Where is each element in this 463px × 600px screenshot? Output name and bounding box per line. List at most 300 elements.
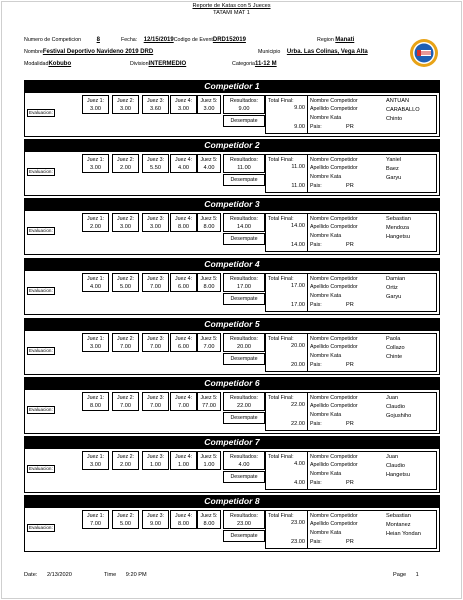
total-final-box: [265, 333, 307, 372]
municipio-label: Municipio: [258, 49, 281, 55]
judge-1-score: 3.00: [90, 106, 101, 112]
judge-1-score: 3.00: [90, 344, 101, 350]
codigo-label: Codigo de Event: [173, 37, 213, 43]
apellido-competidor-label: Apellido Competidor: [310, 165, 358, 171]
fecha-label: Fecha:: [121, 37, 138, 43]
judge-5-score: 77.00: [202, 403, 216, 409]
competitor-names-box: [307, 213, 437, 252]
total-final-label: Total Final:: [268, 395, 294, 401]
pais-value: PR: [346, 362, 354, 368]
judge-5-score: 8.00: [203, 284, 215, 290]
competitor-title: Competidor 2: [24, 139, 440, 152]
pais-label: Pais:: [310, 539, 322, 545]
pais-label: Pais:: [310, 362, 322, 368]
total-final-value: 9.00: [294, 105, 305, 111]
info-fecha: [121, 37, 246, 44]
nombre-competidor-label: Nombre Competidor: [310, 513, 358, 519]
fecha-value: 12/15/2019: [143, 37, 174, 43]
judge-4-label: Juez 4:: [174, 216, 193, 222]
judge-4-label: Juez 4:: [174, 454, 193, 460]
desempate-value: 11.00: [291, 183, 305, 189]
judge-5-label: Juez 5:: [200, 276, 218, 282]
nombre-competidor-label: Nombre Competidor: [310, 216, 358, 222]
info-municipio: [258, 49, 368, 56]
nombre-kata-value: Heian Yondan: [386, 531, 421, 537]
nombre-value: Festival Deportivo Navideno 2019 DRD: [42, 49, 154, 55]
info-categoria: [232, 61, 277, 68]
competitor-body: [24, 271, 440, 315]
total-final-label: Total Final:: [268, 98, 294, 104]
judge-5-box: [197, 392, 221, 411]
pais-label: Pais:: [310, 302, 322, 308]
apellido-competidor-label: Apellido Competidor: [310, 403, 358, 409]
judge-1-box: [82, 333, 109, 352]
judge-2-box: [112, 95, 139, 114]
judge-1-box: [82, 95, 109, 114]
resultados-label: Resultados:: [230, 336, 258, 342]
resultados-label: Resultados:: [230, 276, 258, 282]
nombre-kata-label: Nombre Kata: [310, 233, 342, 239]
evaluacion-label: Evaluacion:: [29, 348, 53, 353]
judge-2-box: [112, 392, 139, 411]
desempate-label: Desempate: [230, 236, 258, 242]
nombre-kata-value: Garyu: [386, 175, 402, 181]
nombre-competidor-value: Damian: [386, 276, 406, 282]
judge-1-label: Juez 1:: [86, 98, 105, 104]
judge-2-label: Juez 2:: [116, 454, 135, 460]
desempate-box: [223, 174, 265, 186]
desempate-label: Desempate: [230, 474, 258, 480]
nombre-label: Nombre: [24, 49, 43, 55]
judge-4-label: Juez 4:: [174, 395, 193, 401]
nombre-kata-value: Hangetsu: [386, 234, 410, 240]
judge-2-label: Juez 2:: [116, 276, 135, 282]
judge-5-label: Juez 5:: [200, 513, 218, 519]
report-title: Reporte de Katas con 5 Jueces: [192, 3, 271, 9]
pais-label: Pais:: [310, 242, 322, 248]
judge-2-box: [112, 451, 139, 470]
judge-2-label: Juez 2:: [116, 157, 135, 163]
resultados-box: [223, 273, 265, 292]
footer-page-label: Page: [393, 572, 407, 578]
judge-2-label: Juez 2:: [116, 395, 135, 401]
judge-2-score: 3.00: [120, 224, 131, 230]
judge-5-score: 8.00: [203, 521, 215, 527]
resultados-box: [223, 392, 265, 411]
competitor-title: Competidor 4: [24, 258, 440, 271]
judge-5-label: Juez 5:: [200, 395, 218, 401]
nombre-competidor-value: ANTUAN: [386, 98, 409, 104]
desempate-value: 9.00: [294, 124, 305, 130]
nombre-competidor-label: Nombre Competidor: [310, 395, 358, 401]
evaluacion-label: Evaluacion:: [29, 110, 53, 115]
resultados-value: 22.00: [237, 403, 251, 409]
total-final-box: [265, 510, 307, 549]
resultados-label: Resultados:: [230, 216, 258, 222]
competicion-value: 8: [96, 37, 100, 43]
judge-3-score: 7.00: [150, 344, 161, 350]
nombre-competidor-value: Juan: [386, 395, 399, 401]
desempate-value: 4.00: [294, 480, 305, 486]
judge-2-score: 5.00: [120, 521, 131, 527]
judge-2-box: [112, 213, 139, 232]
total-final-label: Total Final:: [268, 276, 294, 282]
competitor-names-box: [307, 154, 437, 193]
competitor-names-box: [307, 510, 437, 549]
judge-3-label: Juez 3:: [146, 157, 165, 163]
competitor-block: [24, 318, 440, 375]
desempate-box: [223, 293, 265, 305]
resultados-label: Resultados:: [230, 98, 258, 104]
apellido-competidor-label: Apellido Competidor: [310, 521, 358, 527]
total-final-label: Total Final:: [268, 513, 294, 519]
judge-1-score: 7.00: [90, 521, 101, 527]
judge-5-score: 1.00: [203, 462, 215, 468]
judge-4-score: 6.00: [178, 284, 189, 290]
competitor-names-box: [307, 451, 437, 490]
resultados-box: [223, 451, 265, 470]
resultados-label: Resultados:: [230, 513, 258, 519]
resultados-label: Resultados:: [230, 395, 258, 401]
desempate-box: [223, 353, 265, 365]
nombre-competidor-value: Sebastian: [386, 513, 411, 519]
nombre-kata-value: Garyu: [386, 294, 402, 300]
competitor-block: [24, 139, 440, 196]
judge-5-label: Juez 5:: [200, 336, 218, 342]
judge-2-score: 7.00: [120, 344, 131, 350]
judge-3-label: Juez 3:: [146, 216, 165, 222]
desempate-value: 17.00: [291, 302, 305, 308]
competitor-body: [24, 331, 440, 375]
nombre-competidor-label: Nombre Competidor: [310, 336, 358, 342]
total-final-value: 14.00: [291, 223, 305, 229]
modalidad-label: Modalidad: [24, 61, 49, 67]
pais-value: PR: [346, 421, 354, 427]
judge-4-box: [170, 154, 197, 173]
footer-time-value: 9:20 PM: [125, 572, 147, 578]
footer-time: [104, 572, 147, 579]
modalidad-value: Kobubo: [48, 61, 72, 67]
total-final-box: [265, 451, 307, 490]
judge-4-score: 8.00: [178, 521, 189, 527]
desempate-box: [223, 471, 265, 483]
pais-value: PR: [346, 124, 354, 130]
resultados-box: [223, 213, 265, 232]
judge-4-label: Juez 4:: [174, 98, 193, 104]
competitor-title: Competidor 6: [24, 377, 440, 390]
nombre-competidor-value: Paola: [386, 336, 401, 342]
judge-4-box: [170, 333, 197, 352]
competitor-names-box: [307, 392, 437, 431]
competitor-title: Competidor 1: [24, 80, 440, 93]
apellido-competidor-value: Baez: [386, 166, 399, 172]
desempate-box: [223, 530, 265, 542]
judge-2-score: 5.00: [120, 284, 131, 290]
pais-value: PR: [346, 539, 354, 545]
footer-time-label: Time: [104, 572, 117, 578]
judge-4-box: [170, 213, 197, 232]
judge-3-score: 1.00: [150, 462, 161, 468]
nombre-kata-label: Nombre Kata: [310, 353, 342, 359]
competitor-names-box: [307, 273, 437, 312]
judge-2-score: 2.00: [120, 165, 131, 171]
codigo-value: DRD152019: [212, 37, 246, 43]
categoria-label: Categoria: [232, 61, 255, 67]
judge-3-label: Juez 3:: [146, 395, 165, 401]
desempate-label: Desempate: [230, 118, 258, 124]
desempate-value: 14.00: [291, 242, 305, 248]
apellido-competidor-value: Ortiz: [386, 285, 398, 291]
info-region: [317, 37, 354, 44]
competitor-block: [24, 198, 440, 255]
desempate-label: Desempate: [230, 177, 258, 183]
region-value: Manati: [335, 37, 355, 43]
judge-5-score: 4.00: [203, 165, 215, 171]
pais-label: Pais:: [310, 421, 322, 427]
footer-date: [24, 572, 72, 579]
footer-date-value: 2/13/2020: [46, 572, 72, 578]
resultados-value: 17.00: [237, 284, 251, 290]
judge-5-score: 8.00: [203, 224, 215, 230]
judge-3-label: Juez 3:: [146, 98, 165, 104]
judge-1-label: Juez 1:: [86, 157, 105, 163]
judge-4-score: 4.00: [178, 165, 189, 171]
judge-3-box: [142, 333, 169, 352]
nombre-kata-label: Nombre Kata: [310, 293, 342, 299]
judge-1-box: [82, 510, 109, 529]
total-final-label: Total Final:: [268, 157, 294, 163]
judge-5-box: [197, 95, 221, 114]
total-final-box: [265, 95, 307, 134]
apellido-competidor-label: Apellido Competidor: [310, 284, 358, 290]
pais-value: PR: [346, 480, 354, 486]
competitor-block: [24, 377, 440, 434]
judge-4-box: [170, 392, 197, 411]
judge-3-label: Juez 3:: [146, 276, 165, 282]
apellido-competidor-value: CARABALLO: [386, 107, 420, 113]
total-final-value: 23.00: [291, 520, 305, 526]
desempate-value: 23.00: [291, 539, 305, 545]
total-final-box: [265, 392, 307, 431]
judge-5-score: 7.00: [203, 344, 215, 350]
resultados-value: 9.00: [238, 106, 250, 112]
nombre-kata-label: Nombre Kata: [310, 530, 342, 536]
total-final-value: 4.00: [294, 461, 305, 467]
report-header: [0, 3, 463, 17]
pais-label: Pais:: [310, 480, 322, 486]
judge-4-score: 3.00: [178, 106, 189, 112]
competitor-title: Competidor 3: [24, 198, 440, 211]
desempate-label: Desempate: [230, 356, 258, 362]
judge-1-box: [82, 451, 109, 470]
pais-value: PR: [346, 183, 354, 189]
competitor-block: [24, 258, 440, 315]
total-final-label: Total Final:: [268, 336, 294, 342]
competitor-block: [24, 436, 440, 493]
judge-1-label: Juez 1:: [86, 216, 105, 222]
division-value: INTERMEDIO: [148, 61, 187, 67]
judge-5-box: [197, 333, 221, 352]
competitor-names-box: [307, 95, 437, 134]
judge-2-label: Juez 2:: [116, 513, 135, 519]
nombre-competidor-value: Juan: [386, 454, 399, 460]
nombre-kata-value: Chinte: [386, 354, 403, 360]
judge-4-box: [170, 451, 197, 470]
total-final-value: 20.00: [291, 343, 305, 349]
competitor-body: [24, 152, 440, 196]
judge-4-box: [170, 95, 197, 114]
nombre-competidor-label: Nombre Competidor: [310, 98, 358, 104]
evaluacion-label: Evaluacion:: [29, 288, 53, 293]
judge-4-score: 8.00: [178, 224, 189, 230]
judge-3-box: [142, 510, 169, 529]
judge-3-score: 3.60: [150, 106, 161, 112]
apellido-competidor-value: Collazo: [386, 345, 405, 351]
desempate-value: 22.00: [291, 421, 305, 427]
footer-date-label: Date:: [24, 572, 38, 578]
judge-2-label: Juez 2:: [116, 216, 135, 222]
judge-3-score: 9.00: [150, 521, 161, 527]
evaluacion-label: Evaluacion:: [29, 228, 53, 233]
judge-5-box: [197, 154, 221, 173]
nombre-competidor-label: Nombre Competidor: [310, 454, 358, 460]
apellido-competidor-value: Montanez: [386, 522, 411, 528]
desempate-box: [223, 115, 265, 127]
judge-4-score: 6.00: [178, 344, 189, 350]
nombre-kata-label: Nombre Kata: [310, 412, 342, 418]
judge-4-box: [170, 273, 197, 292]
judge-1-label: Juez 1:: [86, 454, 105, 460]
judge-5-label: Juez 5:: [200, 98, 218, 104]
apellido-competidor-label: Apellido Competidor: [310, 224, 358, 230]
judge-2-score: 7.00: [120, 403, 131, 409]
apellido-competidor-label: Apellido Competidor: [310, 106, 358, 112]
total-final-box: [265, 273, 307, 312]
judge-3-score: 7.00: [150, 403, 161, 409]
judge-3-box: [142, 273, 169, 292]
judge-4-box: [170, 510, 197, 529]
apellido-competidor-value: Mendoza: [386, 225, 410, 231]
nombre-kata-value: Chinto: [386, 116, 403, 122]
judge-2-box: [112, 154, 139, 173]
judge-3-score: 5.50: [150, 165, 161, 171]
competitor-body: [24, 449, 440, 493]
judge-1-score: 8.00: [90, 403, 101, 409]
nombre-competidor-value: Yaniel: [386, 157, 402, 163]
nombre-kata-value: Hangetsu: [386, 472, 410, 478]
nombre-kata-label: Nombre Kata: [310, 174, 342, 180]
judge-3-label: Juez 3:: [146, 513, 165, 519]
judge-5-box: [197, 213, 221, 232]
judge-3-box: [142, 213, 169, 232]
judge-2-box: [112, 333, 139, 352]
nombre-kata-value: Gojushiho: [386, 413, 412, 419]
desempate-value: 20.00: [291, 362, 305, 368]
desempate-label: Desempate: [230, 415, 258, 421]
info-competicion: [24, 37, 100, 44]
desempate-box: [223, 233, 265, 245]
judge-1-box: [82, 392, 109, 411]
judge-1-label: Juez 1:: [86, 336, 105, 342]
resultados-label: Resultados:: [230, 454, 258, 460]
resultados-box: [223, 333, 265, 352]
judge-2-label: Juez 2:: [116, 336, 135, 342]
competitor-body: [24, 93, 440, 137]
resultados-value: 23.00: [237, 521, 251, 527]
judge-3-box: [142, 451, 169, 470]
judge-4-label: Juez 4:: [174, 336, 193, 342]
info-division: [130, 61, 186, 68]
categoria-value: 11-12 M: [254, 61, 277, 67]
evaluacion-label: Evaluacion:: [29, 466, 53, 471]
evaluacion-label: Evaluacion:: [29, 407, 53, 412]
nombre-competidor-value: Sebastian: [386, 216, 411, 222]
judge-4-label: Juez 4:: [174, 276, 193, 282]
apellido-competidor-value: Claudio: [386, 463, 405, 469]
judge-5-label: Juez 5:: [200, 454, 218, 460]
judge-4-label: Juez 4:: [174, 513, 193, 519]
federation-logo-icon: [409, 38, 439, 68]
judge-5-box: [197, 273, 221, 292]
judge-1-score: 3.00: [90, 462, 101, 468]
judge-1-score: 4.00: [90, 284, 101, 290]
total-final-value: 22.00: [291, 402, 305, 408]
footer-page: [393, 572, 419, 579]
judge-5-score: 3.00: [203, 106, 215, 112]
competicion-label: Numero de Competicion: [24, 37, 82, 43]
desempate-label: Desempate: [230, 533, 258, 539]
nombre-kata-label: Nombre Kata: [310, 115, 342, 121]
judge-1-box: [82, 273, 109, 292]
judge-5-box: [197, 510, 221, 529]
competitor-names-box: [307, 333, 437, 372]
judge-1-label: Juez 1:: [86, 513, 105, 519]
report-subtitle: TATAMI MAT 1: [213, 10, 250, 16]
competitor-title: Competidor 7: [24, 436, 440, 449]
judge-2-score: 2.00: [120, 462, 131, 468]
judge-2-box: [112, 273, 139, 292]
competitor-title: Competidor 5: [24, 318, 440, 331]
info-nombre: [24, 49, 153, 56]
desempate-label: Desempate: [230, 296, 258, 302]
total-final-label: Total Final:: [268, 216, 294, 222]
judge-1-score: 2.00: [90, 224, 101, 230]
desempate-box: [223, 412, 265, 424]
total-final-value: 11.00: [291, 164, 305, 170]
division-label: Division: [130, 61, 149, 67]
apellido-competidor-label: Apellido Competidor: [310, 344, 358, 350]
competitor-body: [24, 390, 440, 434]
judge-4-score: 7.00: [178, 403, 189, 409]
evaluacion-label: Evaluacion:: [29, 525, 53, 530]
resultados-box: [223, 95, 265, 114]
judge-3-box: [142, 392, 169, 411]
nombre-kata-label: Nombre Kata: [310, 471, 342, 477]
competitor-body: [24, 211, 440, 255]
judge-1-score: 3.00: [90, 165, 101, 171]
nombre-competidor-label: Nombre Competidor: [310, 276, 358, 282]
nombre-competidor-label: Nombre Competidor: [310, 157, 358, 163]
info-modalidad: [24, 61, 71, 68]
footer-page-value: 1: [415, 572, 419, 578]
apellido-competidor-value: Claudio: [386, 404, 405, 410]
resultados-value: 14.00: [237, 224, 251, 230]
judge-2-label: Juez 2:: [116, 98, 135, 104]
judge-5-box: [197, 451, 221, 470]
judge-3-label: Juez 3:: [146, 336, 165, 342]
judge-3-score: 7.00: [150, 284, 161, 290]
judge-2-box: [112, 510, 139, 529]
